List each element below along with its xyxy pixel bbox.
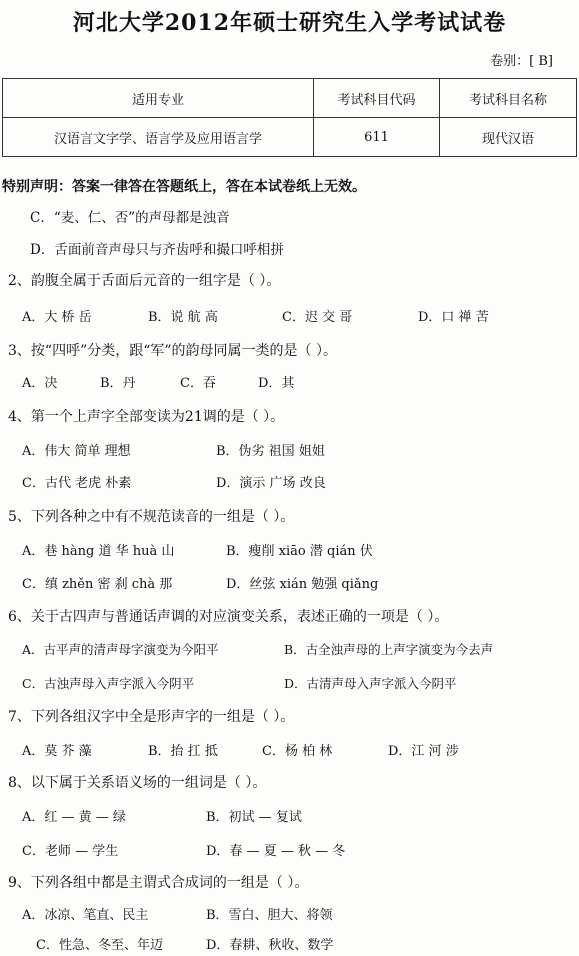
question-option: A．红 — 黄 — 绿: [22, 810, 126, 825]
question-option: B．说 航 高: [148, 310, 218, 325]
option-line: D．舌面前音声母只与齐齿呼和撮口呼相拼: [30, 242, 284, 258]
info-value-name: 现代汉语: [440, 118, 577, 157]
question-option: B．抬 扛 抵: [148, 744, 218, 759]
question-stem: 3、按“四呼”分类，跟“军”的韵母同属一类的是（ ）。: [8, 343, 337, 359]
info-header-code: 考试科目代码: [314, 79, 440, 118]
info-header-major: 适用专业: [3, 79, 314, 118]
question-stem: 9、下列各组中都是主谓式合成词的一组是（ ）。: [8, 875, 309, 891]
question-option: B．丹: [100, 376, 136, 391]
question-option: A．伟大 简单 理想: [22, 444, 131, 459]
question-option: D．丝弦 xián 勉强 qiǎng: [226, 577, 379, 592]
question-option: C．性急、冬至、年迈: [36, 938, 163, 953]
question-option: C．杨 柏 林: [262, 744, 333, 759]
info-value-code: 611: [314, 118, 440, 157]
question-stem: 7、下列各组汉字中全是形声字的一组是（ ）。: [8, 709, 295, 725]
question-option: A．巷 hàng 道 华 huà 山: [22, 544, 175, 559]
question-option: B．初试 — 复试: [206, 810, 302, 825]
question-option: A．莫 芥 藻: [22, 744, 92, 759]
question-stem: 5、下列各种之中有不规范读音的一组是（ ）。: [8, 509, 295, 525]
question-stem: 2、韵腹全属于舌面后元音的一组字是（ ）。: [8, 273, 281, 289]
info-table-header-row: [3, 79, 577, 118]
question-option: C．古浊声母入声字派入今阴平: [22, 676, 195, 691]
question-option: A．冰凉、笔直、民主: [22, 908, 149, 923]
question-option: D．其: [258, 376, 295, 391]
question-option: C．缜 zhěn 密 刹 chà 那: [22, 577, 173, 592]
question-option: D．春 — 夏 — 秋 — 冬: [206, 844, 346, 859]
question-option: C．吞: [180, 376, 216, 391]
question-option: D．江 河 涉: [388, 744, 459, 759]
question-option: D．春耕、秋收、数学: [206, 938, 334, 953]
question-option: A．古平声的清声母字演变为今阳平: [22, 642, 219, 657]
info-header-name: 考试科目名称: [440, 79, 577, 118]
option-line: C．“麦、仁、否”的声母都是浊音: [30, 210, 230, 226]
exam-info-table: [2, 78, 577, 157]
question-option: D．古清声母入声字派入今阴平: [284, 676, 457, 691]
special-notice: 特别声明：答案一律答在答题纸上，答在本试卷纸上无效。: [2, 179, 366, 195]
exam-title: 河北大学2012年硕士研究生入学考试试卷: [72, 10, 507, 36]
question-option: C．迟 交 哥: [282, 310, 353, 325]
question-option: D．演示 广场 改良: [216, 476, 326, 491]
question-option: C．老师 — 学生: [22, 844, 119, 859]
question-stem: 4、第一个上声字全部变读为21调的是（ ）。: [8, 409, 285, 425]
question-option: D．口 禅 苦: [418, 310, 489, 325]
question-stem: 6、关于古四声与普通话声调的对应演变关系，表述正确的一项是（ ）。: [8, 609, 449, 625]
info-value-major: 汉语言文字学、语言学及应用语言学: [3, 118, 314, 157]
paper-version-label: 卷别：[ B]: [490, 54, 553, 69]
question-stem: 8、以下属于关系语义场的一组词是（ ）。: [8, 775, 267, 791]
question-option: C．古代 老虎 朴素: [22, 476, 132, 491]
question-option: A．决: [22, 376, 58, 391]
question-option: B．瘦削 xiāo 潜 qián 伏: [226, 544, 373, 559]
info-table-value-row: [3, 118, 577, 157]
question-option: B．雪白、胆大、将领: [206, 908, 333, 923]
question-option: B．伪劣 祖国 姐姐: [216, 444, 325, 459]
question-option: B．古全浊声母的上声字演变为今去声: [284, 642, 494, 657]
question-option: A．大 桥 岳: [22, 310, 92, 325]
